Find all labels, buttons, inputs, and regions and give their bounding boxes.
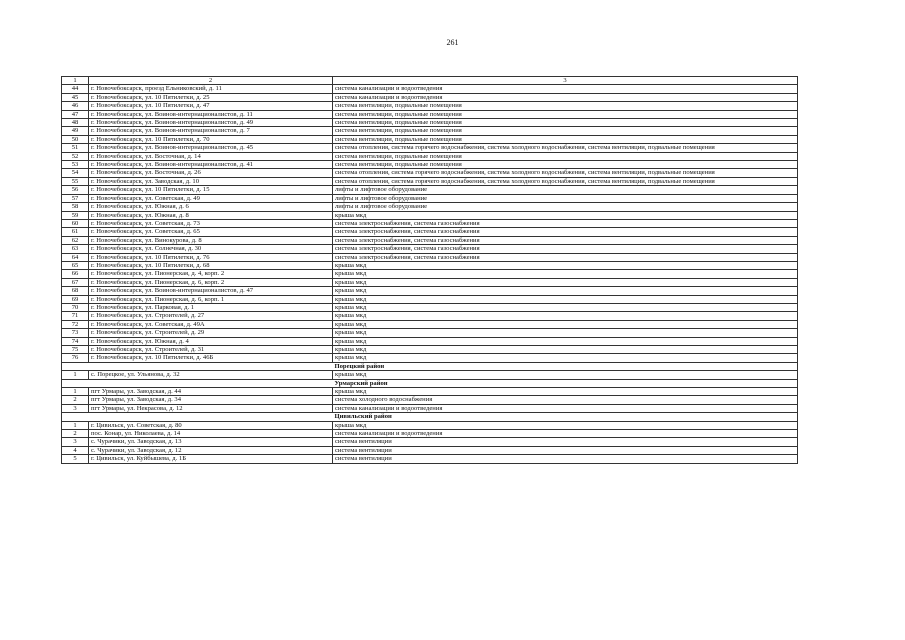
row-systems: система отопления, система горячего водоснабжения, система холодного водоснабжения, система вентиляции, подвальные помещения: [333, 144, 798, 152]
row-systems: лифты и лифтовое оборудование: [333, 194, 798, 202]
row-number: 54: [62, 169, 89, 177]
row-address: г. Новочебоксарск, ул. Воинов-интернационалистов, д. 7: [89, 127, 333, 135]
row-systems: система вентиляции: [333, 438, 798, 446]
table-row: [62, 177, 798, 185]
row-address: г. Новочебоксарск, ул. Винокурова, д. 8: [89, 236, 333, 244]
row-number: 53: [62, 161, 89, 169]
row-systems: система вентиляции, подвальные помещения: [333, 161, 798, 169]
region-title: Урмарский район: [333, 379, 798, 387]
row-number: 75: [62, 346, 89, 354]
region-title: Цивильский район: [333, 413, 798, 421]
row-address: г. Новочебоксарск, ул. Строителей, д. 27: [89, 312, 333, 320]
header-col-2: 2: [89, 77, 333, 85]
row-number: 57: [62, 194, 89, 202]
row-systems: система вентиляции, подвальные помещения: [333, 135, 798, 143]
region-header-row: [62, 379, 798, 387]
table-row: [62, 287, 798, 295]
row-address: с. Чурачики, ул. Заводская, д. 12: [89, 446, 333, 454]
row-number: 62: [62, 236, 89, 244]
row-address: г. Новочебоксарск, ул. Советская, д. 73: [89, 219, 333, 227]
row-systems: система вентиляции, подвальные помещения: [333, 119, 798, 127]
row-number: 45: [62, 93, 89, 101]
row-number: 51: [62, 144, 89, 152]
row-number: 63: [62, 245, 89, 253]
row-address: г. Новочебоксарск, ул. Воинов-интернационалистов, д. 49: [89, 119, 333, 127]
row-number: 4: [62, 446, 89, 454]
row-number: 3: [62, 438, 89, 446]
table-row: [62, 186, 798, 194]
row-systems: крыша мкд: [333, 270, 798, 278]
table-row: [62, 161, 798, 169]
row-systems: крыша мкд: [333, 261, 798, 269]
row-address: с. Порецкое, ул. Ульянова, д. 32: [89, 371, 333, 379]
region-spacer-cell: [62, 413, 333, 421]
row-systems: система канализации и водоотведения: [333, 430, 798, 438]
table-row: [62, 320, 798, 328]
region-header-row: [62, 413, 798, 421]
table-row: [62, 245, 798, 253]
row-number: 71: [62, 312, 89, 320]
row-address: г. Новочебоксарск, ул. Воинов-интернационалистов, д. 41: [89, 161, 333, 169]
table-row: [62, 219, 798, 227]
row-address: г. Новочебоксарск, ул. Пионерская, д. 4, корп. 2: [89, 270, 333, 278]
table-row: [62, 119, 798, 127]
row-address: г. Новочебоксарск, ул. Южная, д. 6: [89, 203, 333, 211]
row-address: с. Чурачики, ул. Заводская, д. 13: [89, 438, 333, 446]
table-row: [62, 85, 798, 93]
row-number: 58: [62, 203, 89, 211]
row-systems: крыша мкд: [333, 295, 798, 303]
row-number: 60: [62, 219, 89, 227]
table-row: [62, 346, 798, 354]
table-row: [62, 295, 798, 303]
row-number: 2: [62, 430, 89, 438]
row-number: 46: [62, 102, 89, 110]
row-address: г. Новочебоксарск, ул. 10 Пятилетки, д. 68: [89, 261, 333, 269]
table-row: [62, 102, 798, 110]
table-row: [62, 312, 798, 320]
row-systems: система электроснабжения, система газоснабжения: [333, 228, 798, 236]
row-address: г. Новочебоксарск, ул. 10 Пятилетки, д. 15: [89, 186, 333, 194]
row-systems: система отопления, система горячего водоснабжения, система холодного водоснабжения, система вентиляции, подвальные помещения: [333, 169, 798, 177]
row-systems: крыша мкд: [333, 346, 798, 354]
table-row: [62, 110, 798, 118]
row-address: г. Новочебоксарск, ул. 10 Пятилетки, д. 47: [89, 102, 333, 110]
row-address: г. Новочебоксарск, ул. Парковая, д. 1: [89, 303, 333, 311]
header-col-1: 1: [62, 77, 89, 85]
row-systems: крыша мкд: [333, 388, 798, 396]
table-row: [62, 446, 798, 454]
table-row: [62, 93, 798, 101]
table-row: [62, 169, 798, 177]
row-number: 1: [62, 371, 89, 379]
row-address: г. Новочебоксарск, ул. Строителей, д. 31: [89, 346, 333, 354]
row-address: г. Новочебоксарск, ул. Воинов-интернационалистов, д. 45: [89, 144, 333, 152]
table-row: [62, 329, 798, 337]
row-systems: система вентиляции, подвальные помещения: [333, 110, 798, 118]
row-address: г. Новочебоксарск, ул. Южная, д. 4: [89, 337, 333, 345]
page-number: 261: [446, 38, 459, 47]
row-systems: система электроснабжения, система газоснабжения: [333, 253, 798, 261]
table-row: [62, 270, 798, 278]
row-systems: крыша мкд: [333, 329, 798, 337]
row-address: г. Цивильск, ул. Куйбышева, д. 1Б: [89, 455, 333, 463]
row-systems: система канализации и водоотведения: [333, 85, 798, 93]
row-address: г. Новочебоксарск, ул. Советская, д. 49А: [89, 320, 333, 328]
table-row: [62, 337, 798, 345]
row-address: г. Новочебоксарск, ул. 10 Пятилетки, д. 25: [89, 93, 333, 101]
row-address: г. Новочебоксарск, ул. Солнечная, д. 30: [89, 245, 333, 253]
row-address: пос. Конар, ул. Николаева, д. 14: [89, 430, 333, 438]
table-body: [62, 77, 798, 464]
row-address: пгт Урмары, ул. Некрасова, д. 12: [89, 404, 333, 412]
row-number: 48: [62, 119, 89, 127]
table-row: [62, 127, 798, 135]
table-row: [62, 430, 798, 438]
row-address: г. Новочебоксарск, ул. 10 Пятилетки, д. 70: [89, 135, 333, 143]
table-row: [62, 388, 798, 396]
row-systems: крыша мкд: [333, 287, 798, 295]
table-row: [62, 203, 798, 211]
row-systems: система отопления, система горячего водоснабжения, система холодного водоснабжения, система вентиляции, подвальные помещения: [333, 177, 798, 185]
objects-table: [61, 76, 798, 464]
table-row: [62, 396, 798, 404]
row-number: 52: [62, 152, 89, 160]
row-address: пгт Урмары, ул. Заводская, д. 44: [89, 388, 333, 396]
table-row: [62, 261, 798, 269]
table-row: [62, 152, 798, 160]
table-header-row: [62, 77, 798, 85]
row-number: 1: [62, 388, 89, 396]
table-row: [62, 455, 798, 463]
table-row: [62, 194, 798, 202]
row-number: 69: [62, 295, 89, 303]
row-address: г. Новочебоксарск, ул. Советская, д. 65: [89, 228, 333, 236]
row-address: г. Новочебоксарск, ул. Пионерская, д. 6, корп. 2: [89, 278, 333, 286]
row-systems: система вентиляции, подвальные помещения: [333, 102, 798, 110]
region-title: Порецкий район: [333, 362, 798, 370]
table-row: [62, 253, 798, 261]
row-number: 55: [62, 177, 89, 185]
row-number: 73: [62, 329, 89, 337]
row-number: 67: [62, 278, 89, 286]
row-number: 47: [62, 110, 89, 118]
row-number: 5: [62, 455, 89, 463]
row-address: г. Новочебоксарск, проезд Ельниковский, д. 11: [89, 85, 333, 93]
region-spacer-cell: [62, 379, 333, 387]
row-address: г. Новочебоксарск, ул. 10 Пятилетки, д. 76: [89, 253, 333, 261]
table-row: [62, 228, 798, 236]
row-systems: крыша мкд: [333, 354, 798, 362]
row-number: 65: [62, 261, 89, 269]
row-systems: система вентиляции, подвальные помещения: [333, 127, 798, 135]
row-systems: система электроснабжения, система газоснабжения: [333, 219, 798, 227]
row-address: г. Новочебоксарск, ул. Восточная, д. 26: [89, 169, 333, 177]
row-address: г. Новочебоксарск, ул. Пионерская, д. 6, корп. 1: [89, 295, 333, 303]
table-row: [62, 135, 798, 143]
row-systems: система холодного водоснабжения: [333, 396, 798, 404]
row-number: 61: [62, 228, 89, 236]
row-number: 74: [62, 337, 89, 345]
row-systems: система канализации и водоотведения: [333, 93, 798, 101]
row-number: 49: [62, 127, 89, 135]
table-row: [62, 371, 798, 379]
row-address: г. Новочебоксарск, ул. Воинов-интернационалистов, д. 11: [89, 110, 333, 118]
row-number: 2: [62, 396, 89, 404]
row-address: г. Цивильск, ул. Советская, д. 80: [89, 421, 333, 429]
row-number: 76: [62, 354, 89, 362]
table-row: [62, 211, 798, 219]
table-row: [62, 404, 798, 412]
row-systems: лифты и лифтовое оборудование: [333, 203, 798, 211]
row-systems: система вентиляции, подвальные помещения: [333, 152, 798, 160]
row-systems: крыша мкд: [333, 278, 798, 286]
row-systems: система вентиляции: [333, 446, 798, 454]
row-number: 66: [62, 270, 89, 278]
row-systems: система электроснабжения, система газоснабжения: [333, 245, 798, 253]
row-address: пгт Урмары, ул. Заводская, д. 34: [89, 396, 333, 404]
row-systems: крыша мкд: [333, 211, 798, 219]
region-spacer-cell: [62, 362, 333, 370]
header-col-3: 3: [333, 77, 798, 85]
table-row: [62, 438, 798, 446]
table-row: [62, 303, 798, 311]
row-number: 59: [62, 211, 89, 219]
row-systems: крыша мкд: [333, 421, 798, 429]
row-address: г. Новочебоксарск, ул. Строителей, д. 29: [89, 329, 333, 337]
row-systems: крыша мкд: [333, 337, 798, 345]
row-number: 44: [62, 85, 89, 93]
row-systems: крыша мкд: [333, 312, 798, 320]
row-address: г. Новочебоксарск, ул. Восточная, д. 14: [89, 152, 333, 160]
table-row: [62, 144, 798, 152]
row-systems: система канализации и водоотведения: [333, 404, 798, 412]
row-address: г. Новочебоксарск, ул. Южная, д. 8: [89, 211, 333, 219]
row-number: 72: [62, 320, 89, 328]
row-systems: крыша мкд: [333, 320, 798, 328]
row-number: 3: [62, 404, 89, 412]
row-address: г. Новочебоксарск, ул. 10 Пятилетки, д. 46Б: [89, 354, 333, 362]
row-number: 56: [62, 186, 89, 194]
row-number: 70: [62, 303, 89, 311]
table-row: [62, 278, 798, 286]
row-systems: система электроснабжения, система газоснабжения: [333, 236, 798, 244]
row-number: 64: [62, 253, 89, 261]
row-number: 1: [62, 421, 89, 429]
table-row: [62, 354, 798, 362]
row-address: г. Новочебоксарск, ул. Воинов-интернационалистов, д. 47: [89, 287, 333, 295]
table-row: [62, 236, 798, 244]
row-address: г. Новочебоксарск, ул. Советская, д. 49: [89, 194, 333, 202]
row-systems: система вентиляции: [333, 455, 798, 463]
table-row: [62, 421, 798, 429]
row-systems: крыша мкд: [333, 303, 798, 311]
row-number: 50: [62, 135, 89, 143]
row-systems: лифты и лифтовое оборудование: [333, 186, 798, 194]
row-address: г. Новочебоксарск, ул. Заводская, д. 10: [89, 177, 333, 185]
row-systems: крыша мкд: [333, 371, 798, 379]
row-number: 68: [62, 287, 89, 295]
region-header-row: [62, 362, 798, 370]
